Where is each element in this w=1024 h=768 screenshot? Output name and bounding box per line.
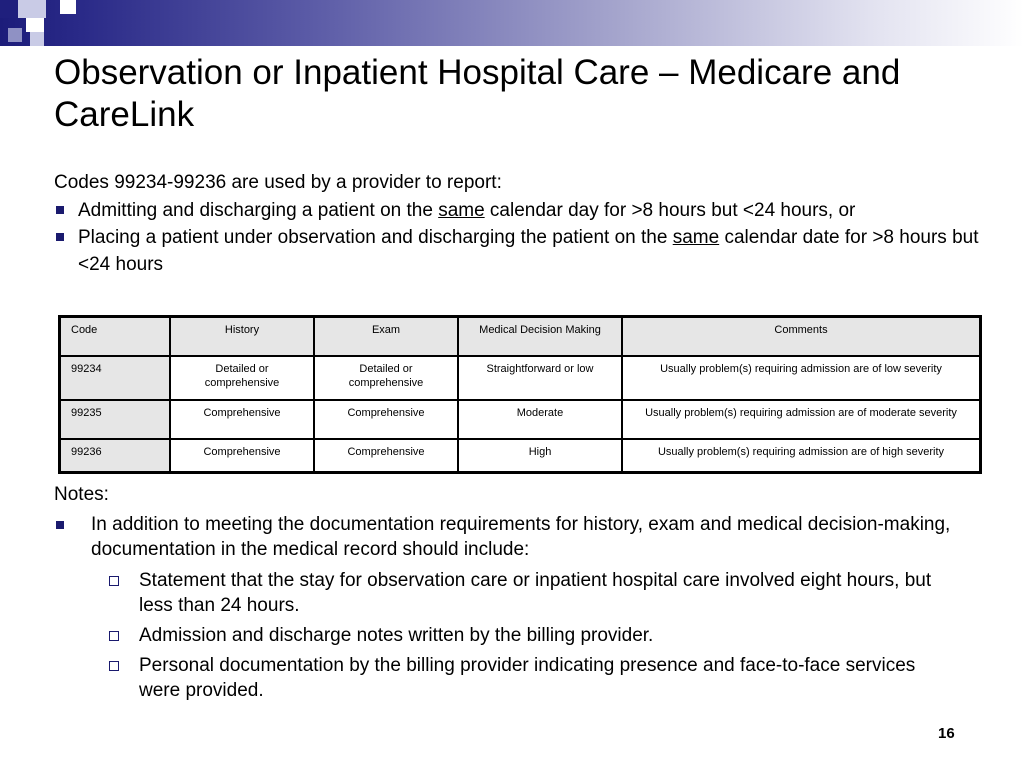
notes-sub-text: Admission and discharge notes written by the billing provider. [139,625,654,646]
bullet-underlined-word: same [672,227,720,248]
notes-sub-text: Personal documentation by the billing provider indicating presence and face-to-face services were provided. [139,655,916,701]
bullet-underlined-word: same [438,200,485,221]
cell-comments: Usually problem(s) requiring admission are of low severity [622,356,981,400]
bullet-list [54,197,1004,278]
slide-title: Observation or Inpatient Hospital Care – Medicare and CareLink [54,53,901,134]
header-cell-exam: Exam [314,317,458,357]
bullet-text-before: Placing a patient under observation and discharging the patient on the [78,227,673,248]
notes-item [54,512,954,703]
codes-table [58,315,982,474]
header-cell-code: Code [60,317,171,357]
cell-exam: Detailed or comprehensive [314,356,458,400]
decor-square [30,32,44,46]
cell-history: Comprehensive [170,439,314,473]
decor-square [0,0,18,18]
notes-label: Notes: [54,484,109,505]
decor-square [26,18,44,32]
notes-sub-list [91,568,954,703]
cell-mdm: Moderate [458,400,622,439]
cell-code: 99235 [60,400,171,439]
decor-square [60,0,76,14]
hollow-square-bullet-icon [109,631,119,641]
cell-code: 99234 [60,356,171,400]
square-bullet-icon [56,521,64,529]
notes-sub-item [91,568,954,618]
table-row [60,439,981,473]
header-cell-comments: Comments [622,317,981,357]
cell-mdm: High [458,439,622,473]
cell-comments: Usually problem(s) requiring admission are of high severity [622,439,981,473]
bullet-text-after: calendar day for >8 hours but <24 hours, or [484,200,856,221]
cell-history: Detailed or comprehensive [170,356,314,400]
hollow-square-bullet-icon [109,576,119,586]
decor-square [8,28,22,42]
table-row [60,400,981,439]
notes-sub-text: Statement that the stay for observation care or inpatient hospital care involved eight hours, but less than 24 hours. [139,570,932,616]
cell-mdm: Straightforward or low [458,356,622,400]
bullet-item [54,224,1004,278]
header-cell-history: History [170,317,314,357]
cell-code: 99236 [60,439,171,473]
table-header-row [60,317,981,357]
bullet-text-before: Admitting and discharging a patient on the [78,200,439,221]
bullet-text-after: calendar date for >8 hours but <24 hours [78,227,979,275]
cell-comments: Usually problem(s) requiring admission are of moderate severity [622,400,981,439]
intro-text: Codes 99234-99236 are used by a provider to report: [54,172,502,193]
page-number: 16 [938,725,955,742]
decor-square [18,0,46,18]
header-gradient-band [0,0,1024,46]
cell-history: Comprehensive [170,400,314,439]
notes-sub-item [91,653,954,703]
notes-list [54,512,954,708]
notes-sub-item [91,623,954,648]
cell-exam: Comprehensive [314,439,458,473]
hollow-square-bullet-icon [109,661,119,671]
notes-main-text: In addition to meeting the documentation requirements for history, exam and medical decision-making, documentation in the medical record should include: [91,514,951,560]
table-row [60,356,981,400]
header-cell-mdm: Medical Decision Making [458,317,622,357]
square-bullet-icon [56,233,64,241]
square-bullet-icon [56,206,64,214]
bullet-item [54,197,1004,224]
cell-exam: Comprehensive [314,400,458,439]
